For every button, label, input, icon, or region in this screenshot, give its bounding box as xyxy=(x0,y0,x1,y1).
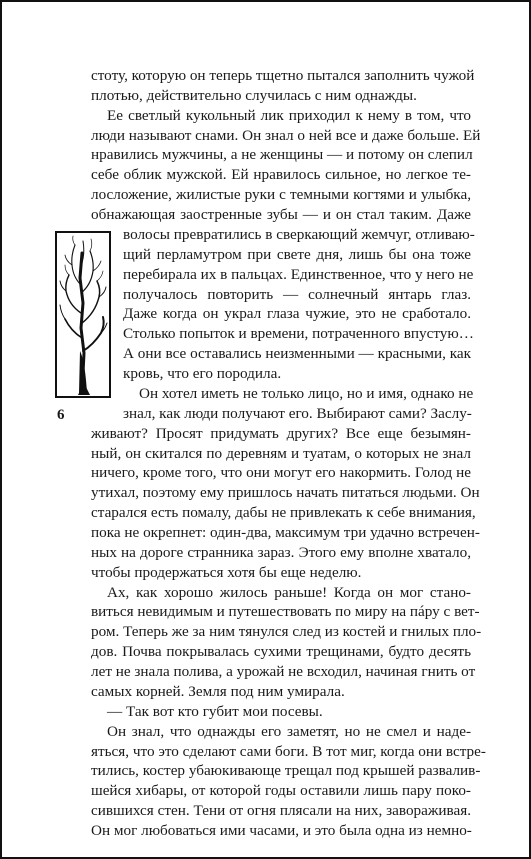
text-line: люди называют снами. Он знал о ней все и даже больше. Ей xyxy=(91,127,481,144)
text-line: лет не знала полива, а урожай не всходил, начиная гнить от xyxy=(91,663,476,680)
text-line: чтобы продержаться хотя бы еще неделю. xyxy=(91,564,362,581)
text-line: ничего, кроме того, что они могут его накормить. Голод не xyxy=(91,464,471,481)
text-line: Он знал, что однажды его заметят, но не смел и наде- xyxy=(107,723,471,740)
text-line: Даже когда он украл глаза чужие, это не сработало. xyxy=(123,305,471,322)
text-line: А они все оставались неизменными — красными, как xyxy=(123,345,471,362)
tree-icon xyxy=(57,233,109,396)
text-line: пока не окрепнет: один-два, максимум три удачно встречен- xyxy=(91,524,480,541)
text-line: Он мог любоваться ими часами, и это была одна из немно- xyxy=(91,822,472,839)
text-line: плотью, действительно случилась с ним однажды. xyxy=(91,87,417,104)
text-line: тились, костер убаюкивающе трещал под крышей развалив- xyxy=(91,762,481,779)
text-line: шейся хибары, от которой годы оставили лишь пару поко- xyxy=(91,782,471,799)
text-line: получалось повторить — солнечный янтарь глаз. xyxy=(123,286,471,303)
text-line: дов. Почва покрывалась сухими трещинами, будто десять xyxy=(91,643,471,660)
text-line: Ее светлый кукольный лик приходил к нему в том, что xyxy=(107,107,471,124)
text-line: сившихся стен. Тени от огня плясали на них, завораживая. xyxy=(91,802,471,819)
text-line: яться, что это сделают сами боги. В тот миг, когда они встре- xyxy=(91,743,486,760)
text-line: ром. Теперь же за ним тянулся след из костей и гнилых пло- xyxy=(91,623,482,640)
text-line: — Так вот кто губит мои посевы. xyxy=(107,703,323,720)
text-line: ный, он скитался по деревням и туатам, о которых не знал xyxy=(91,445,471,462)
text-line: виться невидимым и путешествовать по миру на пáру с вет- xyxy=(91,603,480,620)
text-line: знал, как люди получают его. Выбирают сами? Заслу- xyxy=(123,405,472,422)
text-line: Столько попыток и времени, потраченного впустую… xyxy=(123,325,474,342)
text-line: волосы превратились в сверкающий жемчуг, отливаю- xyxy=(123,226,475,243)
tree-illustration xyxy=(55,231,111,398)
text-line: лосложение, жилистые руки с темными когтями и улыбка, xyxy=(91,186,471,203)
text-line: себе облик мужской. Ей нравилось сильное, но легкое те- xyxy=(91,166,471,183)
text-line: Он хотел иметь не только лицо, но и имя, однако не xyxy=(139,385,474,402)
text-line: ных на дороге странника зараз. Этого ему вполне хватало, xyxy=(91,544,471,561)
text-line: самых корней. Земля под ним умирала. xyxy=(91,683,345,700)
text-line: щий перламутром при свете дня, лишь бы она тоже xyxy=(123,246,471,263)
text-line: кровь, что его породила. xyxy=(123,365,282,382)
text-line: перебирала их в пальцах. Единственное, что у него не xyxy=(123,266,474,283)
text-line: нравились мужчины, а не женщины — и потому он слепил xyxy=(91,146,473,163)
text-line: живают? Просят придумать других? Все еще безымян- xyxy=(91,425,471,442)
text-line: утихал, поэтому ему пришлось начать питаться людьми. Он xyxy=(91,484,480,501)
text-line: Ах, как хорошо жилось раньше! Когда он мог стано- xyxy=(107,584,471,601)
text-line: старался есть помалу, дабы не привлекать к себе внимания, xyxy=(91,504,476,521)
text-line: стоту, которую он теперь тщетно пытался заполнить чужой xyxy=(91,67,475,84)
page-number: 6 xyxy=(57,407,65,423)
text-line: обнажающая заостренные зубы — и он стал таким. Даже xyxy=(91,206,471,223)
